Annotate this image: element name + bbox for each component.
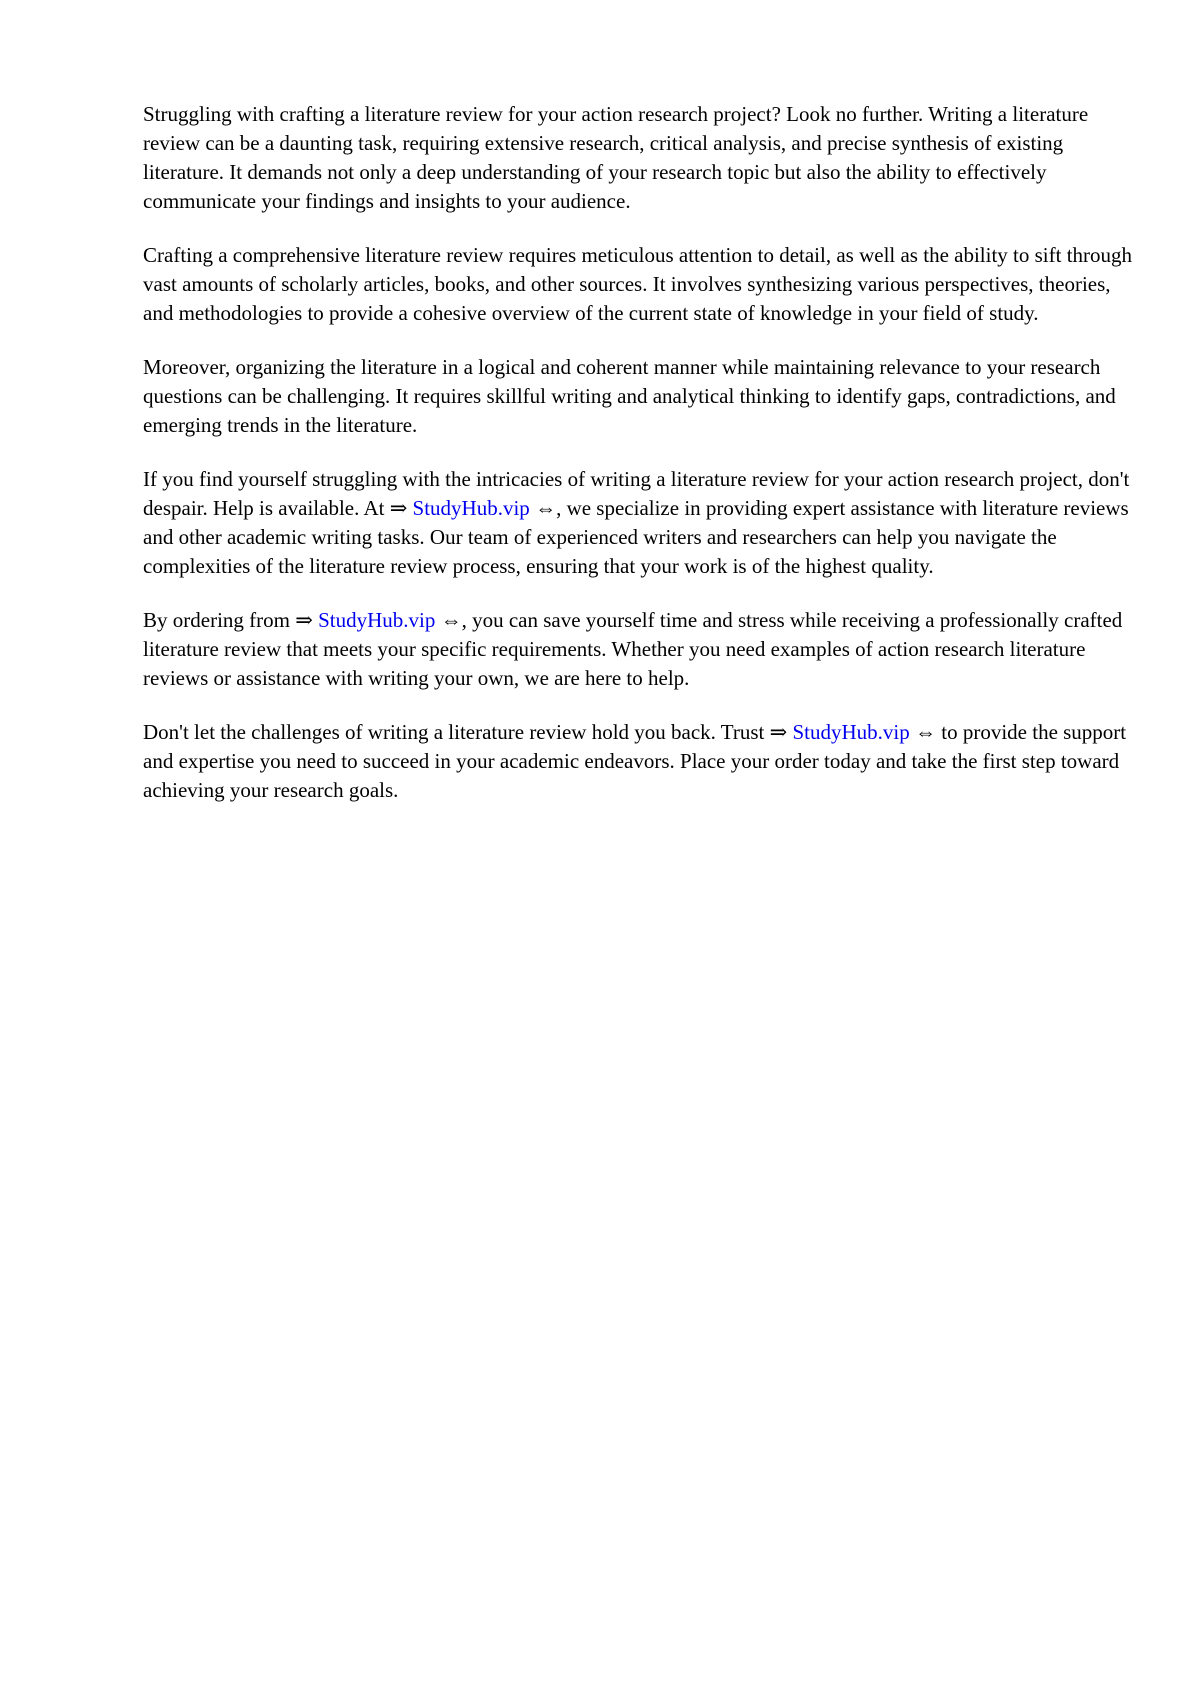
studyhub-link-3[interactable]: StudyHub.vip	[792, 720, 910, 744]
paragraph-ordering	[143, 606, 1133, 693]
paragraph-ordering-text-after: ⇔, you can save yourself time and stress while receiving a professionally crafted literature review that meets your specific requirements. Whether you need examples of action research literature reviews or assistance with writing your own, we are here to help.	[143, 608, 1123, 690]
paragraph-help-text-before: If you find yourself struggling with the intricacies of writing a literature review for your action research project, don't despair. Help is available. At ⇒	[143, 467, 1130, 520]
studyhub-link-1[interactable]: StudyHub.vip	[412, 496, 530, 520]
paragraph-closing-text-after: ⇔ to provide the support and expertise you need to succeed in your academic endeavors. Place your order today and take the first step toward achieving your research goals.	[143, 720, 1127, 802]
paragraph-intro: Struggling with crafting a literature review for your action research project? Look no further. Writing a literature review can be a daunting task, requiring extensive research, critical analysis, and precise synthesis of existing literature. It demands not only a deep understanding of your research topic but also the ability to effectively communicate your findings and insights to your audience.	[143, 102, 1089, 213]
paragraph-closing-text-before: Don't let the challenges of writing a literature review hold you back. Trust ⇒	[143, 720, 793, 744]
paragraph-help	[143, 465, 1133, 581]
paragraph-organizing: Moreover, organizing the literature in a logical and coherent manner while maintaining relevance to your research questions can be challenging. It requires skillful writing and analytical thinking to identify gaps, contradictions, and emerging trends in the literature.	[143, 355, 1116, 437]
studyhub-link-2[interactable]: StudyHub.vip	[318, 608, 436, 632]
paragraph-closing	[143, 718, 1133, 805]
paragraph-ordering-text-before: By ordering from ⇒	[143, 608, 319, 632]
paragraph-help-text-after: ⇔, we specialize in providing expert assistance with literature reviews and other academic writing tasks. Our team of experienced writers and researchers can help you navigate the complexities of the literature review process, ensuring that your work is of the highest quality.	[143, 496, 1129, 578]
document-body	[143, 100, 1133, 830]
paragraph-crafting: Crafting a comprehensive literature review requires meticulous attention to detail, as well as the ability to sift through vast amounts of scholarly articles, books, and other sources. It involves synthesizing various perspectives, theories, and methodologies to provide a cohesive overview of the current state of knowledge in your field of study.	[143, 243, 1133, 325]
